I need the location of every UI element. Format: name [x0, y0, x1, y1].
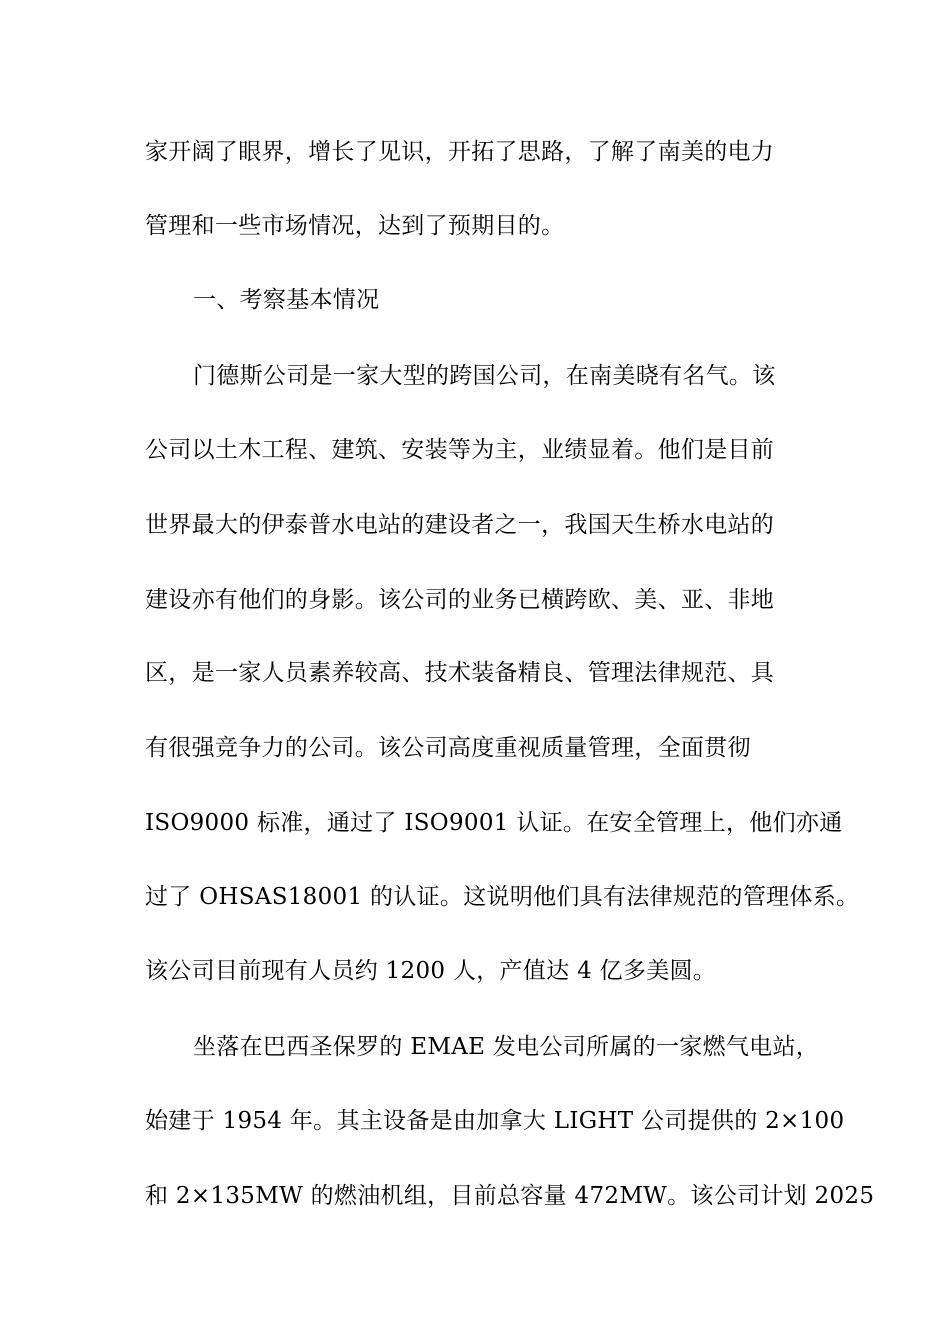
- text-line: ISO9000 标准，通过了 ISO9001 认证。在安全管理上，他们亦通: [145, 810, 843, 836]
- text-line: 和 2×135MW 的燃油机组，目前总容量 472MW。该公司计划 2025: [145, 1183, 875, 1209]
- text-line: 有很强竞争力的公司。该公司高度重视质量管理，全面贯彻: [145, 735, 751, 761]
- text-line: 公司以土木工程、建筑、安装等为主，业绩显着。他们是目前: [145, 437, 775, 463]
- section-heading: 一、考察基本情况: [193, 287, 380, 313]
- text-line: 家开阔了眼界，增长了见识，开拓了思路，了解了南美的电力: [145, 139, 775, 165]
- text-line: 建设亦有他们的身影。该公司的业务已横跨欧、美、亚、非地: [145, 587, 775, 613]
- text-line: 该公司目前现有人员约 1200 人，产值达 4 亿多美圆。: [145, 958, 717, 984]
- text-line: 世界最大的伊泰普水电站的建设者之一，我国天生桥水电站的: [145, 512, 775, 538]
- text-line: 始建于 1954 年。其主设备是由加拿大 LIGHT 公司提供的 2×100: [145, 1108, 845, 1134]
- paragraph-start: 门德斯公司是一家大型的跨国公司，在南美晓有名气。该: [193, 363, 776, 389]
- text-line: 过了 OHSAS18001 的认证。这说明他们具有法律规范的管理体系。: [145, 884, 860, 910]
- text-line: 区，是一家人员素养较高、技术装备精良、管理法律规范、具: [145, 660, 775, 686]
- text-line: 管理和一些市场情况，达到了预期目的。: [145, 213, 565, 239]
- paragraph-start: 坐落在巴西圣保罗的 EMAE 发电公司所属的一家燃气电站，: [193, 1034, 820, 1060]
